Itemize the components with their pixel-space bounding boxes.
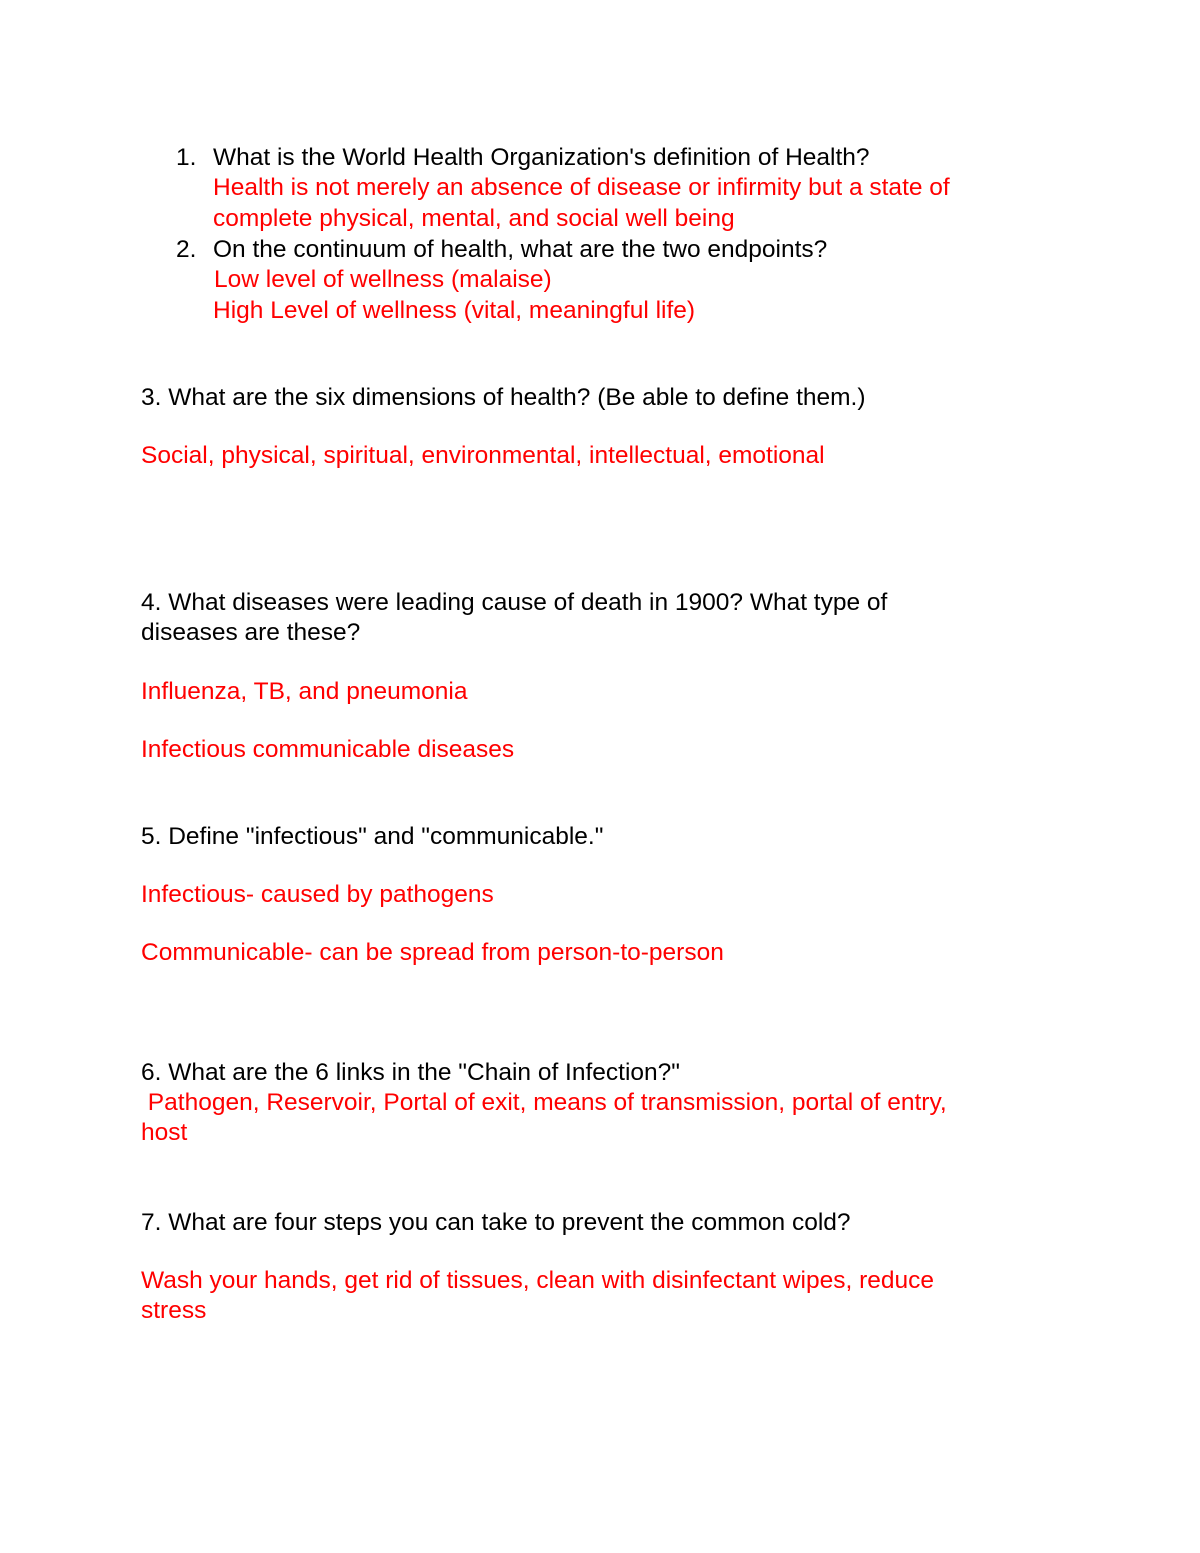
q6-answer-line-2: host [141,1119,188,1146]
q1-answer-line-1: Health is not merely an absence of disease or infirmity but a state of [213,174,950,201]
q7-answer-line-1: Wash your hands, get rid of tissues, clean with disinfectant wipes, reduce [141,1267,935,1294]
q2-answer-line-2: High Level of wellness (vital, meaningful life) [213,297,696,324]
q1-question: What is the World Health Organization's definition of Health? [213,144,870,171]
q7-question: 7. What are four steps you can take to prevent the common cold? [141,1209,851,1236]
q4-question-line-2: diseases are these? [141,619,361,646]
q3-answer: Social, physical, spiritual, environmental, intellectual, emotional [141,442,825,469]
q2-question: On the continuum of health, what are the two endpoints? [213,236,828,263]
q2-number: 2. [176,236,197,263]
q7-answer-line-2: stress [141,1297,207,1324]
q1-number: 1. [176,144,197,171]
q4-answer-1: Influenza, TB, and pneumonia [141,678,468,705]
q4-question-line-1: 4. What diseases were leading cause of death in 1900? What type of [141,589,888,616]
q5-answer-1: Infectious- caused by pathogens [141,881,494,908]
q2-answer-line-1: Low level of wellness (malaise) [214,266,552,293]
q1-answer-line-2: complete physical, mental, and social well being [213,205,735,232]
q5-question: 5. Define "infectious" and "communicable." [141,823,604,850]
q5-answer-2: Communicable- can be spread from person-to-person [141,939,724,966]
q4-answer-2: Infectious communicable diseases [141,736,515,763]
q3-question: 3. What are the six dimensions of health? (Be able to define them.) [141,384,866,411]
q6-question: 6. What are the 6 links in the "Chain of Infection?" [141,1059,680,1086]
q6-answer-line-1: Pathogen, Reservoir, Portal of exit, means of transmission, portal of entry, [141,1089,947,1116]
